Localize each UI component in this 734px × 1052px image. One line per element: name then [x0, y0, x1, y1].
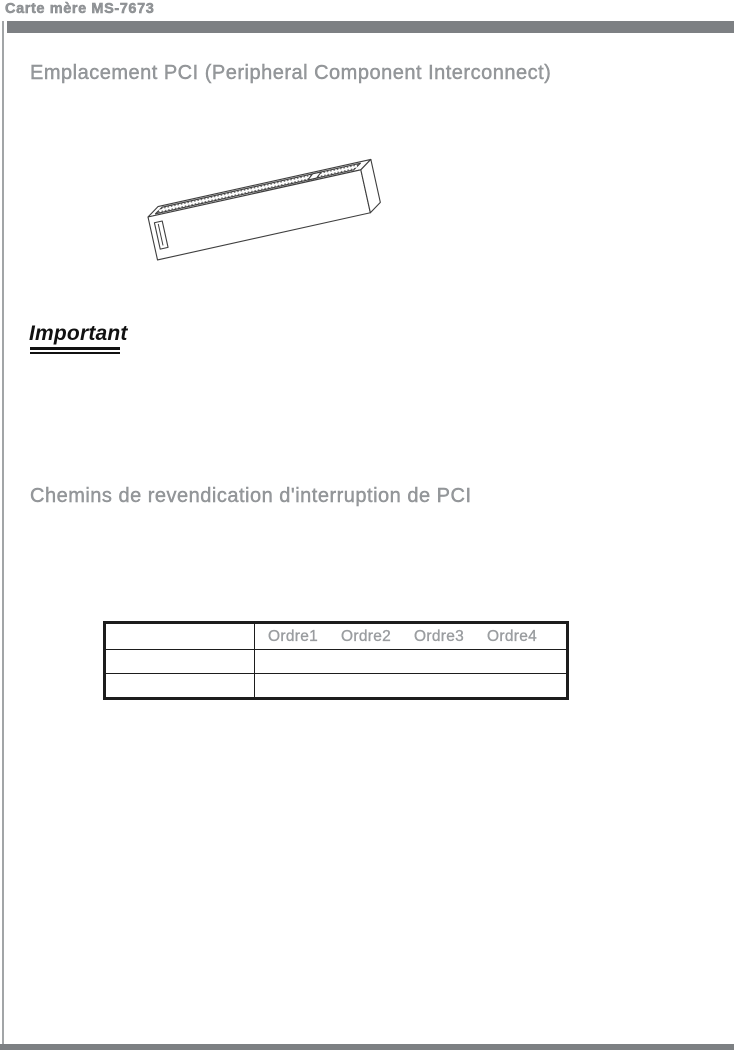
- order-header-1: Ordre1: [268, 627, 319, 645]
- header-bar: [7, 21, 734, 33]
- left-margin-rule: [2, 21, 4, 1050]
- important-label: Important: [29, 322, 128, 345]
- order-header-4: Ordre4: [487, 627, 538, 645]
- table-cell: [105, 650, 255, 674]
- table-header-label-cell: [105, 623, 255, 650]
- slot-front-face: [148, 170, 370, 260]
- page-header-title: Carte mère MS-7673: [5, 1, 155, 17]
- order-header-3: Ordre3: [414, 627, 465, 645]
- table-header-row: [105, 623, 568, 650]
- table-cell: [255, 650, 568, 674]
- table-cell: [105, 674, 255, 699]
- section-title-interrupt-routing: Chemins de revendication d'interruption de PCI: [30, 485, 472, 507]
- table-header-order-cell: [255, 623, 568, 650]
- table-row: [105, 674, 568, 699]
- important-underline-thin: [30, 352, 120, 354]
- footer-bar: [0, 1044, 734, 1050]
- pci-slot-illustration: [138, 153, 383, 265]
- order-header-2: Ordre2: [341, 627, 392, 645]
- table-cell: [255, 674, 568, 699]
- order-header-group: [255, 624, 566, 649]
- interrupt-routing-table: [103, 621, 569, 700]
- important-underline-thick: [30, 347, 120, 350]
- section-title-pci-slot: Emplacement PCI (Peripheral Component Interconnect): [30, 62, 552, 84]
- table-row: [105, 650, 568, 674]
